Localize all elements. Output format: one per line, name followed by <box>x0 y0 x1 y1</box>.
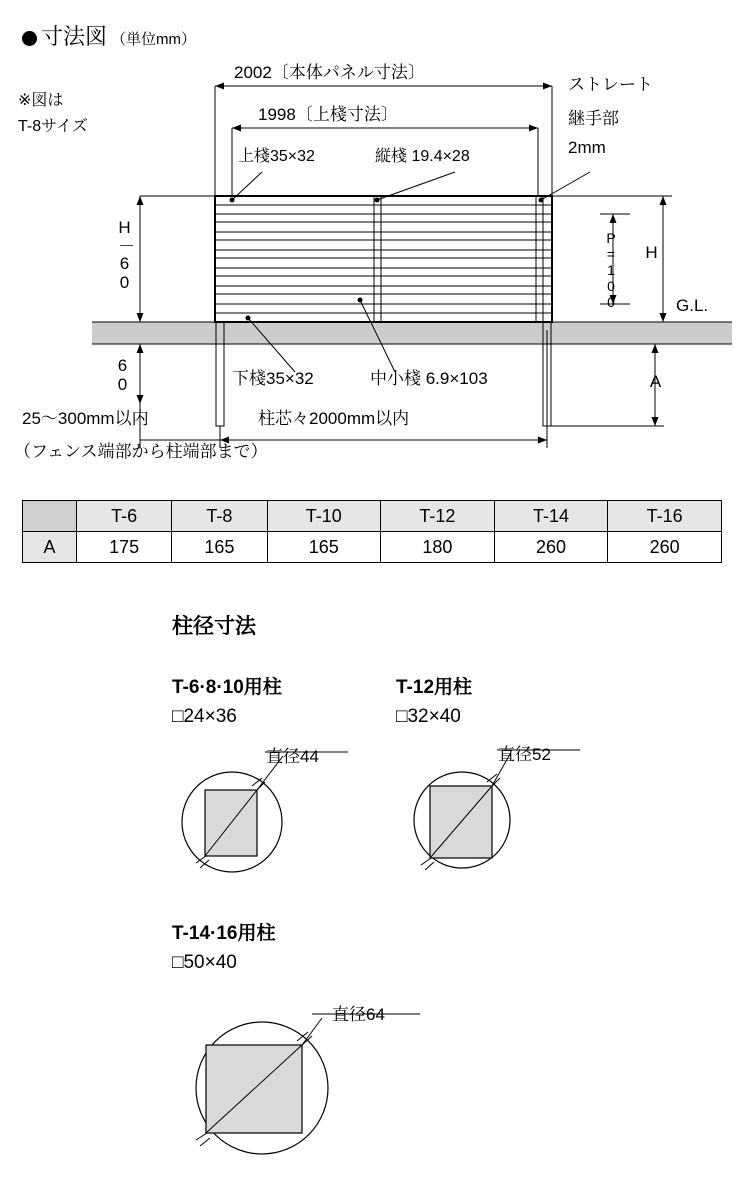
post-cross-section-svg-row2 <box>0 1000 743 1190</box>
fence-elevation-drawing <box>0 0 743 480</box>
row-label-a: A <box>23 532 77 563</box>
cell-a-t12: 180 <box>381 532 495 563</box>
table-header-cell-3: T-10 <box>267 501 381 532</box>
label-60: 60 <box>113 356 132 394</box>
label-lower-rail: 下棧35×32 <box>232 369 314 388</box>
label-vertical-rail: 縦棧 19.4×28 <box>375 148 470 165</box>
post-item-0-diameter-label: 直径44 <box>266 747 319 766</box>
dim-panel-width-label: 2002〔本体パネル寸法〕 <box>234 63 425 82</box>
label-ground-line: G.L. <box>676 296 709 315</box>
label-edge-note: （フェンス端部から柱端部まで） <box>14 442 268 461</box>
cell-a-t6: 175 <box>77 532 172 563</box>
post-item-1-size: □32×40 <box>396 706 461 727</box>
post-item-0-size: □24×36 <box>172 706 237 727</box>
post-item-2-size: □50×40 <box>172 952 237 973</box>
label-straight-joint-line1: ストレート <box>568 75 653 94</box>
title-main-text: 寸法図 <box>41 24 108 49</box>
label-straight-joint-line3: 2mm <box>568 138 606 157</box>
label-post-pitch: 柱芯々2000mm以内 <box>258 409 410 428</box>
label-straight-joint-line2: 継手部 <box>568 109 619 128</box>
cell-a-t8: 165 <box>172 532 267 563</box>
spec-table <box>22 500 722 563</box>
title-unit-text: （単位mm） <box>111 31 197 48</box>
post-diameter-section-title: 柱径寸法 <box>172 615 256 638</box>
table-header-row <box>23 501 722 532</box>
table-header-cell-4: T-12 <box>381 501 495 532</box>
cell-a-t10: 165 <box>267 532 381 563</box>
cell-a-t16: 260 <box>608 532 722 563</box>
table-header-cell-2: T-8 <box>172 501 267 532</box>
figure-size-note-line2: T-8サイズ <box>18 118 88 135</box>
figure-size-note-line1: ※図は <box>18 92 64 109</box>
label-pitch: P=100 <box>603 230 619 310</box>
label-h: H <box>642 243 661 262</box>
figure-size-note <box>18 88 88 140</box>
post-item-0-name: T-6·8·10用柱 <box>172 677 282 698</box>
table-header-cell-1: T-6 <box>77 501 172 532</box>
label-middle-rail: 中小棧 6.9×103 <box>370 369 488 388</box>
post-cross-section-svg-row1 <box>0 730 743 910</box>
spec-table-container <box>22 500 722 563</box>
cell-a-t14: 260 <box>494 532 608 563</box>
post-item-2-diameter-label: 直径64 <box>332 1005 385 1024</box>
label-upper-rail: 上棧35×32 <box>238 148 315 165</box>
table-row <box>23 532 722 563</box>
dim-upper-rail-width-label: 1998〔上棧寸法〕 <box>258 105 398 124</box>
post-item-1-name: T-12用柱 <box>396 677 473 698</box>
table-header-cell-0 <box>23 501 77 532</box>
table-header-cell-6: T-16 <box>608 501 722 532</box>
table-header-cell-5: T-14 <box>494 501 608 532</box>
post-item-1-diameter-label: 直径52 <box>498 745 551 764</box>
post-item-2-name: T-14·16用柱 <box>172 923 276 944</box>
label-edge-clearance: 25〜300mm以内 <box>22 409 149 428</box>
label-a: A <box>646 372 665 391</box>
label-h-minus-60: H－60 <box>115 218 134 292</box>
